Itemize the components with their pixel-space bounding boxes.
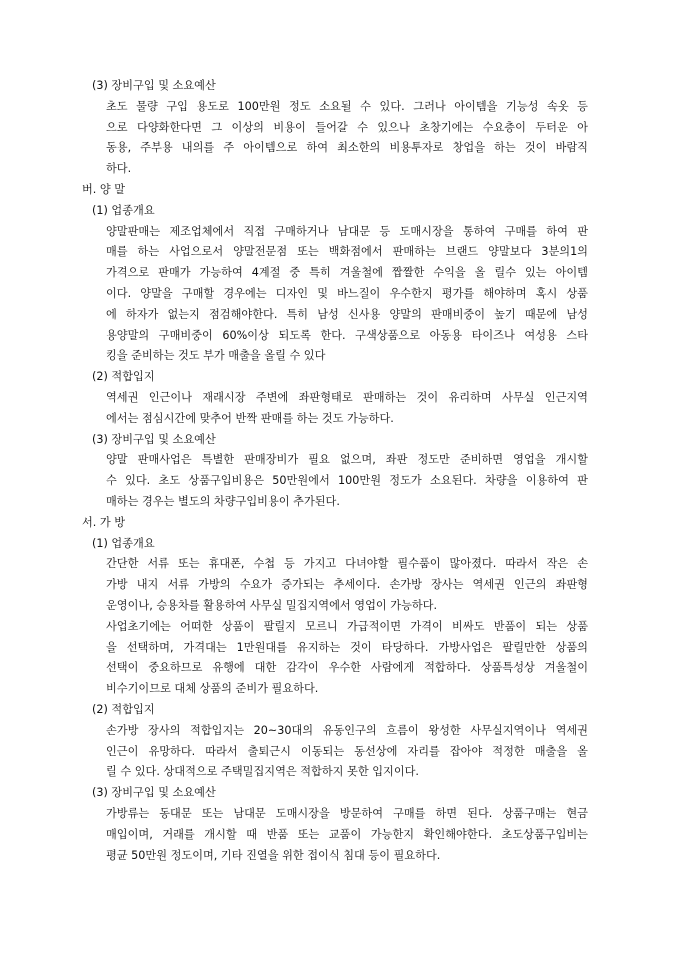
paragraph-line: 운영이나, 승용차를 활용하여 사무실 밀집지역에서 영업이 가능하다. xyxy=(106,599,438,612)
paragraph-line: 간단한 서류 또는 휴대폰, 수첩 등 가지고 다녀야할 필수품이 많아졌다. 따라서 작은 손 xyxy=(106,557,588,571)
paragraph-line: 가방 내지 서류 가방의 수요가 증가되는 추세이다. 손가방 장사는 역세권 인근의 좌판형 xyxy=(106,578,588,592)
paragraph-line: 비수기이므로 대체 상품의 준비가 필요하다. xyxy=(106,682,319,696)
paragraph-line: 에서는 점심시간에 맞추어 반짝 판매를 하는 것도 가능하다. xyxy=(106,411,394,425)
paragraph-line: 동용, 주부용 내의를 주 아이템으로 하여 최소한의 비용투자로 창업을 하는 것이 바람직 xyxy=(106,141,588,155)
subsection-heading: (2) 적합입지 xyxy=(92,703,155,716)
subsection-heading: (3) 장비구입 및 소요예산 xyxy=(92,786,216,800)
paragraph-line: 이다. 양말을 구매할 경우에는 디자인 및 바느질이 우수한지 평가를 해야하며 혹시 상품 xyxy=(106,287,588,300)
paragraph-line: 용양말의 구매비중이 60%이상 되도록 한다. 구색상품으로 아동용 타이즈나 여성용 스타 xyxy=(106,328,588,342)
paragraph-line: 사업초기에는 어떠한 상품이 팔릴지 모르니 가급적이면 가격이 비싸도 반품이 되는 상품 xyxy=(106,619,588,633)
paragraph-line: 역세권 인근이나 재래시장 주변에 좌판형태로 판매하는 것이 유리하며 사무실 인근지역 xyxy=(106,391,588,404)
subsection-heading: (2) 적합입지 xyxy=(92,370,155,384)
paragraph-line: 평균 50만원 정도이며, 기타 진열을 위한 접이식 침대 등이 필요하다. xyxy=(106,848,441,862)
paragraph-line: 수 있다. 초도 상품구입비용은 50만원에서 100만원 정도가 소요된다. 차량을 이용하여 판 xyxy=(106,474,588,488)
subsection-heading: (3) 장비구입 및 소요예산 xyxy=(92,79,216,92)
paragraph-line: 양말 판매사업은 특별한 판매장비가 필요 없으며, 좌판 정도만 준비하면 영업을 개시할 xyxy=(106,453,588,467)
subsection-heading: (1) 업종개요 xyxy=(92,203,155,217)
subsection-heading: (3) 장비구입 및 소요예산 xyxy=(92,432,216,446)
paragraph-line: 매입이며, 거래를 개시할 때 반품 또는 교품이 가능한지 확인해야한다. 초도상품구입비는 xyxy=(106,827,588,841)
section-heading: 버. 양 말 xyxy=(82,183,126,196)
paragraph-line: 인근이 유망하다. 따라서 출퇴근시 이동되는 동선상에 자리를 잡아야 적정한 매출을 올 xyxy=(106,744,588,758)
paragraph-line: 양말판매는 제조업체에서 직접 구매하거나 남대문 등 도매시장을 통하여 구매를 하여 판 xyxy=(106,224,588,238)
paragraph-line: 릴 수 있다. 상대적으로 주택밀집지역은 적합하지 못한 입지이다. xyxy=(106,765,419,779)
paragraph-line: 선택이 중요하므로 유행에 대한 감각이 우수한 사람에게 적합하다. 상품특성상 겨울철이 xyxy=(106,661,588,675)
paragraph-line: 킹을 준비하는 것도 부가 매출을 올릴 수 있다 xyxy=(106,349,326,363)
section-heading: 서. 가 방 xyxy=(82,515,126,529)
paragraph-line: 으로 다양화한다면 그 이상의 비용이 들어갈 수 있으나 초창기에는 수요층이 두터운 아 xyxy=(106,120,588,134)
paragraph-line: 초도 물량 구입 용도로 100만원 정도 소요될 수 있다. 그러나 아이템을 기능성 속옷 등 xyxy=(106,99,588,113)
subsection-heading: (1) 업종개요 xyxy=(92,536,155,550)
paragraph-line: 손가방 장사의 적합입지는 20~30대의 유동인구의 흐름이 왕성한 사무실지역이나 역세권 xyxy=(106,723,588,737)
paragraph-line: 가격으로 판매가 가능하여 4계절 중 특히 겨울철에 짭짤한 수익을 올 릴수 있는 아이템 xyxy=(106,266,588,280)
paragraph-line: 하다. xyxy=(106,162,132,176)
paragraph-line: 매를 하는 사업으로서 양말전문점 또는 백화점에서 판매하는 브랜드 양말보다 3분의1의 xyxy=(106,245,588,259)
paragraph-line: 가방류는 동대문 또는 남대문 도매시장을 방문하여 구매를 하면 된다. 상품구매는 현금 xyxy=(106,807,588,820)
paragraph-line: 을 선택하며, 가격대는 1만원대를 유지하는 것이 타당하다. 가방사업은 팔릴만한 상품의 xyxy=(106,640,588,654)
paragraph-line: 매하는 경우는 별도의 차량구입비용이 추가된다. xyxy=(106,495,340,508)
paragraph-line: 에 하자가 없는지 점검해야한다. 특히 남성 신사용 양말의 판매비중이 높기 때문에 남성 xyxy=(106,307,588,321)
